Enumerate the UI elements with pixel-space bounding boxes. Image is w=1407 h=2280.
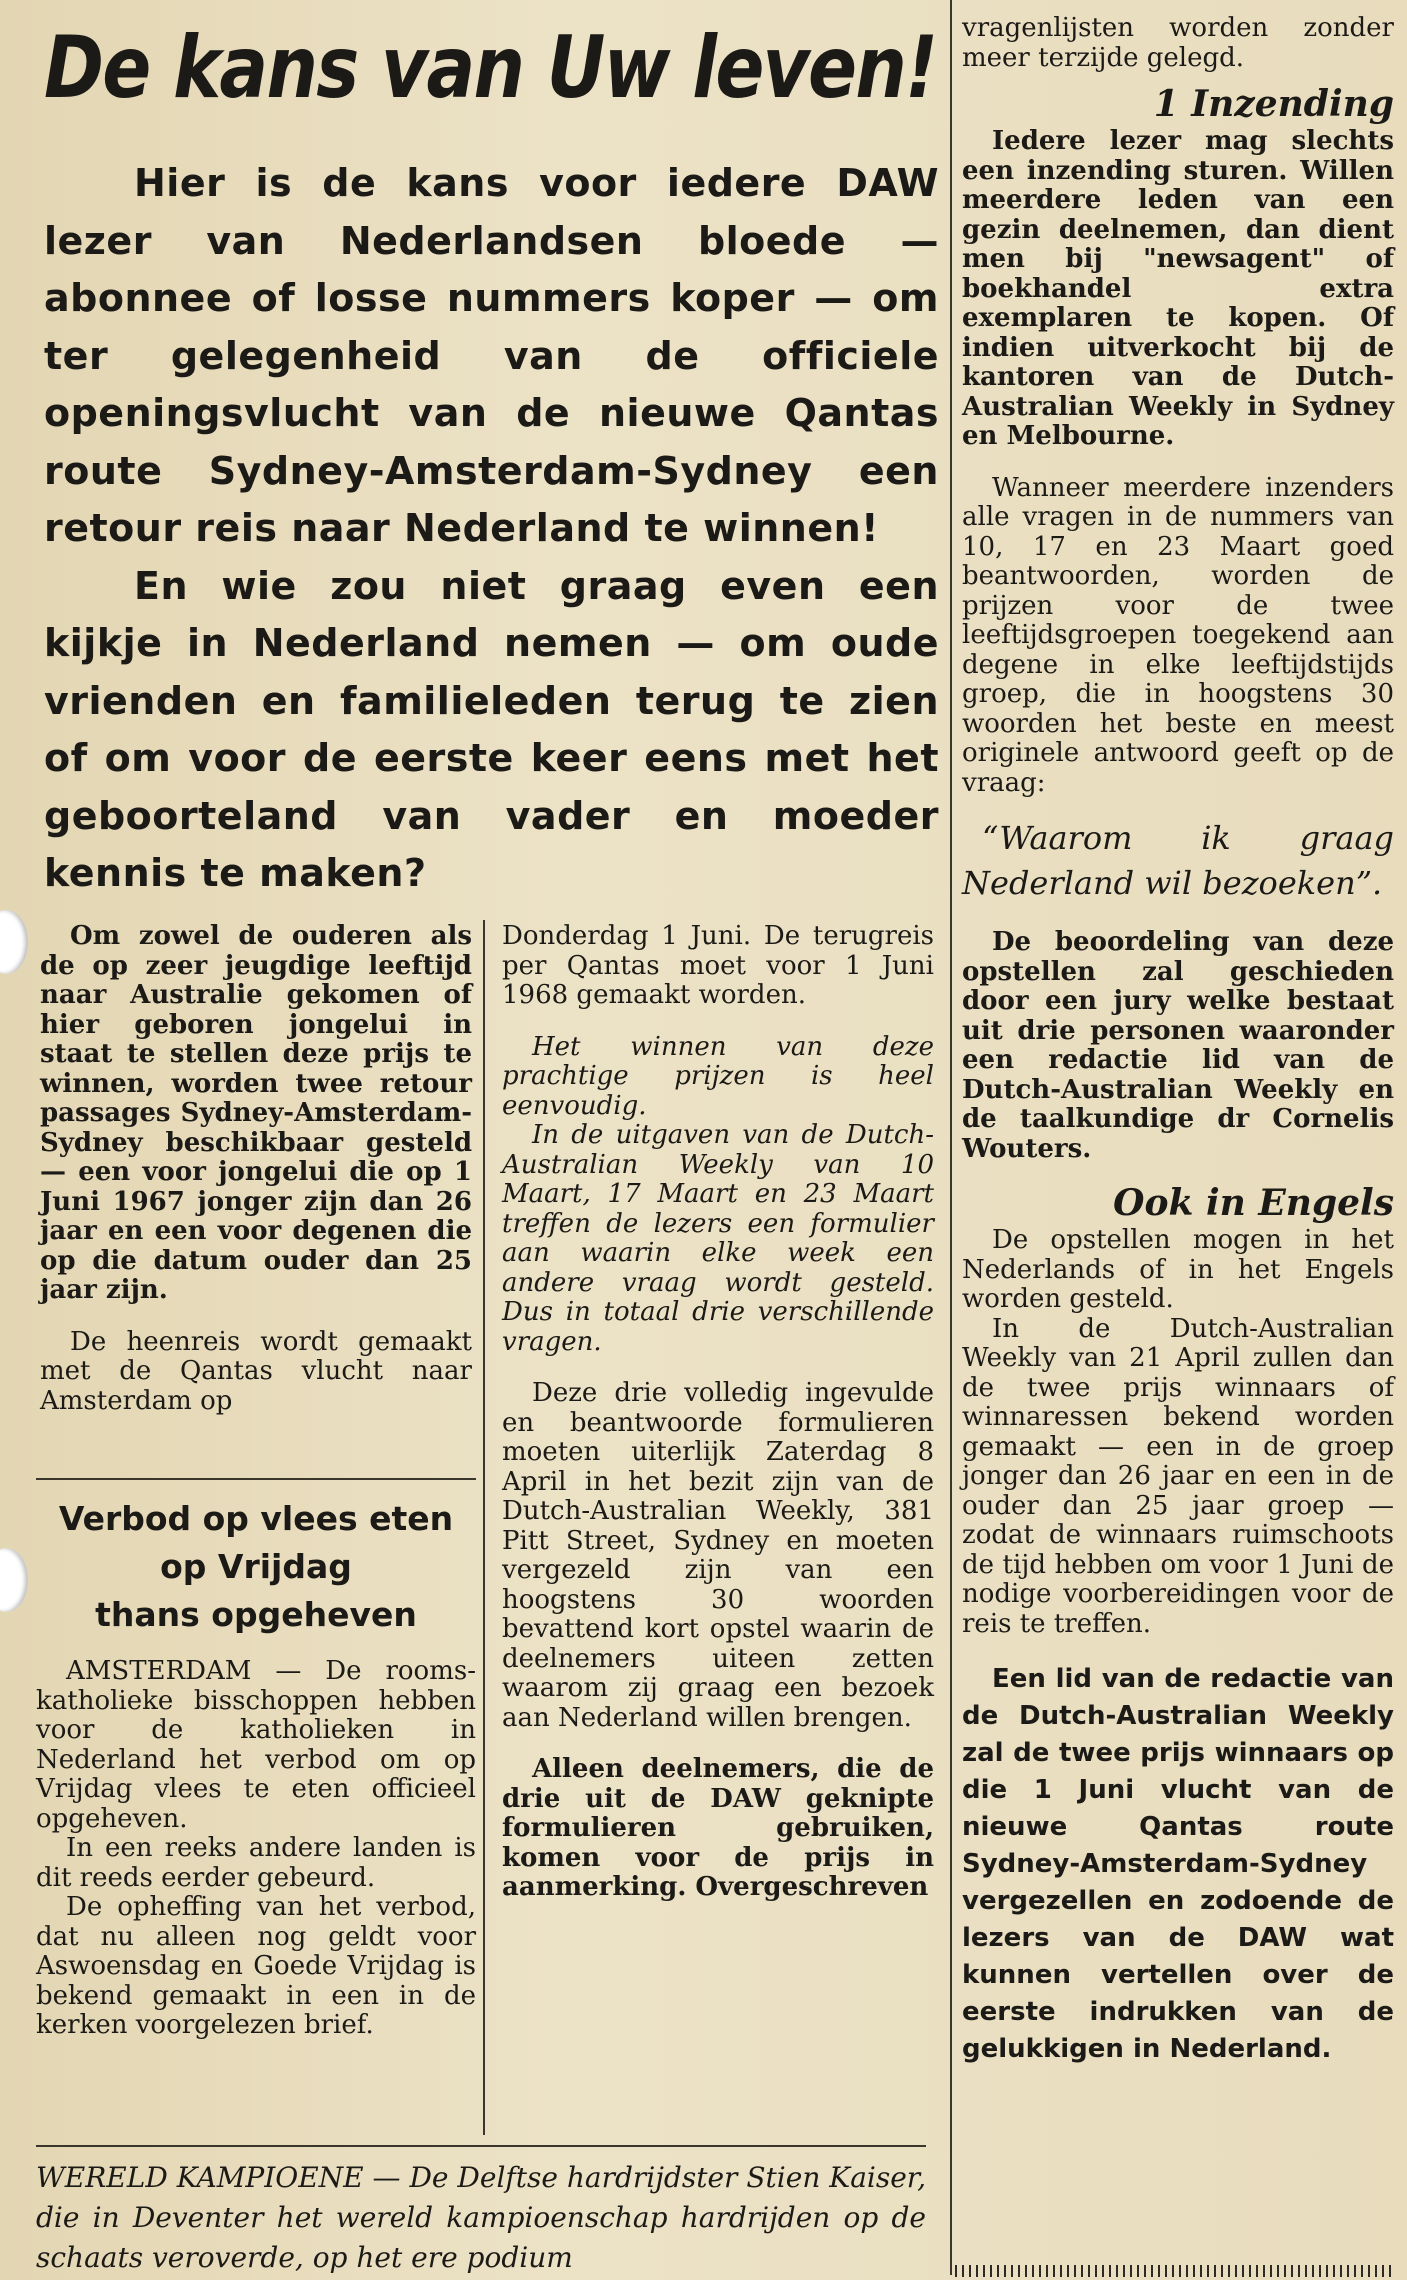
lead-text	[44, 155, 939, 903]
col3-paragraph-3: De beoordeling van deze opstellen zal geschieden door een jury welke bestaat uit drie personen waaronder een redactie lid van de Dutch-Australian Weekly en de taalkundige dr Cornelis Wouters.	[962, 927, 1394, 1164]
verbod-title-line-2: op Vrijdag	[160, 1547, 352, 1586]
punch-hole-bottom	[0, 1548, 28, 1612]
column-rule-right	[950, 0, 952, 2275]
col3-paragraph-6: Een lid van de redactie van de Dutch-Australian Weekly zal de twee prijs winnaars op die 1 Juni vlucht van de nieuwe Qantas route Sydney-Amsterdam-Sydney vergezellen en zodoende de lezers van de DAW wat kunnen vertellen over de eerste indrukken van de gelukkigen in Nederland.	[962, 1664, 1394, 2064]
section-title-ook-in-engels: Ook in Engels	[1113, 1182, 1394, 1224]
contest-question: “Waarom ik graag Nederland wil bezoeken”.	[962, 819, 1394, 902]
col2-italic-1: Het winnen van deze prachtige prijzen is heel eenvoudig.	[502, 1031, 934, 1121]
col3-paragraph-5: In de Dutch-Australian Weekly van 21 April zullen dan de twee prijs winnaars of winnaressen bekend worden gemaakt — een in de groep jonger dan 26 jaar en een in de ouder dan 25 jaar groep — zodat de winnaars ruimschoots de tijd hebben om voor 1 Juni de nodige voorbereidingen voor de reis te treffen.	[962, 1313, 1394, 1639]
section-rule-caption	[36, 2145, 926, 2147]
photo-caption: WERELD KAMPIOENE — De Delftse hardrijdster Stien Kaiser, die in Deventer het wereld kampioenschap hardrijden op de schaats veroverde, op het ere podium	[36, 2161, 926, 2274]
verbod-paragraph-2: In een reeks andere landen is dit reeds eerder gebeurd.	[36, 1833, 476, 1893]
verbod-article	[36, 1495, 476, 2041]
torn-edge-strip	[955, 2265, 1395, 2277]
col2-italic-2: In de uitgaven van de Dutch-Australian Weekly van 10 Maart, 17 Maart en 23 Maart treffen de lezers een formulier aan waarin elke week een andere vraag wordt gesteld. Dus in totaal drie verschillende vragen.	[502, 1120, 934, 1357]
verbod-title-line-3: thans opgeheven	[95, 1595, 417, 1634]
col3-paragraph-4: De opstellen mogen in het Nederlands of in het Engels worden gesteld.	[962, 1225, 1394, 1314]
section-title-1-inzending: 1 Inzending	[1153, 83, 1394, 125]
column-rule-middle	[483, 920, 485, 2135]
col1-paragraph-1: Om zowel de ouderen als de op zeer jeugdige leeftijd naar Australie gekomen of hier geboren jongelui in staat te stellen deze prijs te winnen, worden twee retour passages Sydney-Amsterdam-Sydney beschikbaar gesteld — een voor jongelui die op 1 Juni 1967 jonger zijn dan 26 jaar en een voor degenen die op die datum ouder dan 25 jaar zijn.	[40, 921, 472, 1305]
section-rule-verbod	[36, 1478, 476, 1480]
column-3	[962, 14, 1394, 2068]
column-2	[502, 922, 934, 1903]
col2-paragraph-1: Donderdag 1 Juni. De terugreis per Qantas moet voor 1 Juni 1968 gemaakt worden.	[502, 921, 934, 1010]
col3-paragraph-2: Wanneer meerdere inzenders alle vragen in de nummers van 10, 17 en 23 Maart goed beantwoorden, worden de prijzen voor de twee leeftijdsgroepen toegekend aan degene in elke leeftijdstijds groep, die in hoogstens 30 woorden het beste en meest originele antwoord geeft op de vraag:	[962, 472, 1394, 798]
verbod-paragraph-1: AMSTERDAM — De rooms-katholieke bisschoppen hebben voor de katholieken in Nederland het verbod om op Vrijdag vlees te eten officieel opgeheven.	[36, 1656, 476, 1834]
verbod-paragraph-3: De opheffing van het verbod, dat nu alleen nog geldt voor Aswoensdag en Goede Vrijdag is bekend gemaakt in een in de kerken voorgelezen brief.	[36, 1892, 476, 2040]
col2-paragraph-3: Alleen deelnemers, die de drie uit de DAW geknipte formulieren gebruiken, komen voor de prijs in aanmerking. Overgeschreven	[502, 1754, 934, 1902]
col3-paragraph-1: Iedere lezer mag slechts een inzending sturen. Willen meerdere leden van een gezin deelnemen, dan dient men bij "newsagent" of boekhandel extra exemplaren te kopen. Of indien uitverkocht bij de kantoren van de Dutch-Australian Weekly in Sydney en Melbourne.	[962, 126, 1394, 451]
lead-paragraph-2: En wie zou niet graag even een kijkje in Nederland nemen — om oude vrienden en familieleden terug te zien of om voor de eerste keer eens met het geboorteland van vader en moeder kennis te maken?	[44, 563, 939, 895]
col2-paragraph-2: Deze drie volledig ingevulde en beantwoorde formulieren moeten uiterlijk Zaterdag 8 April in het bezit zijn van de Dutch-Australian Weekly, 381 Pitt Street, Sydney en moeten vergezeld zijn van een hoogstens 30 woorden bevattend kort opstel waarin de deelnemers uiteen zetten waarom zij graag een bezoek aan Nederland willen brengen.	[502, 1378, 934, 1733]
verbod-title-line-1: Verbod op vlees eten	[58, 1499, 454, 1538]
col1-paragraph-2: De heenreis wordt gemaakt met de Qantas vlucht naar Amsterdam op	[40, 1326, 472, 1416]
col3-continued: vragenlijsten worden zonder meer terzijde gelegd.	[962, 13, 1394, 73]
headline: De kans van Uw leven!	[44, 18, 937, 118]
lead-paragraph-1: Hier is de kans voor iedere DAW lezer van Nederlandsen bloede — abonnee of losse nummers koper — om ter gelegenheid van de officiele openingsvlucht van de nieuwe Qantas route Sydney-Amsterdam-Sydney een retour reis naar Nederland te winnen!	[44, 161, 939, 550]
column-1	[40, 922, 472, 1416]
punch-hole-top	[0, 910, 28, 974]
